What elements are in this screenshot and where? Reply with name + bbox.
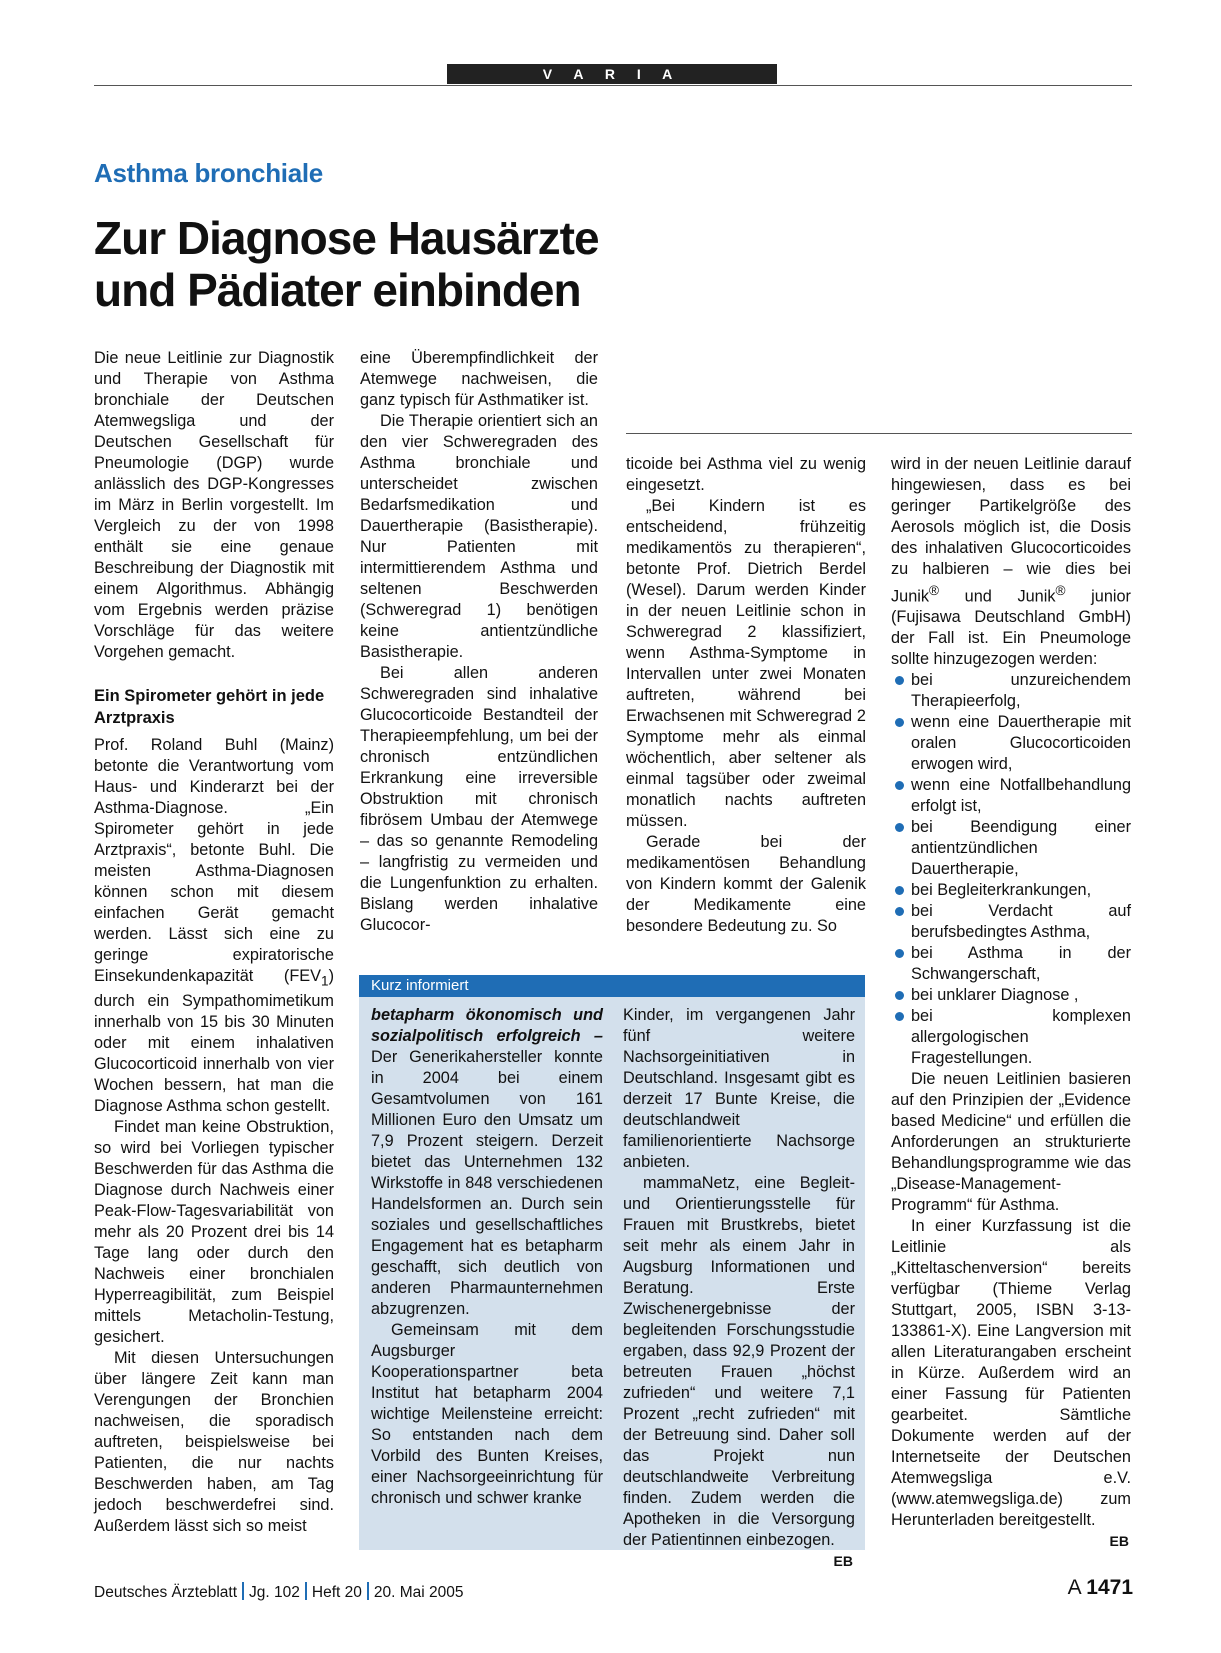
- bullet-icon: [895, 1012, 904, 1021]
- bullet-icon: [895, 676, 904, 685]
- body-text: junior (Fujisawa Deutschland GmbH) der Fall ist. Ein Pneumologe sollte hinzugezogen werden:: [891, 587, 1131, 669]
- list-item: bei Asthma in der Schwangerschaft,: [891, 943, 1131, 985]
- list-item: bei Verdacht auf berufsbedingtes Asthma,: [891, 901, 1131, 943]
- info-box-column-1: [371, 1005, 603, 1509]
- bullet-icon: [895, 907, 904, 916]
- body-text: wird in der neuen Leitlinie darauf hingewiesen, dass es bei geringer Partikelgröße des Aerosols möglich ist, die Dosis des inhalativen Glucocorticoides zu halbieren – wie dies bei Junik: [891, 455, 1131, 606]
- text-column-1: [94, 348, 334, 1537]
- footer-separator: [242, 1582, 244, 1600]
- list-item: bei komplexen allergologischen Fragestellungen.: [891, 1006, 1131, 1069]
- list-item: bei Beendigung einer antientzündlichen Dauertherapie,: [891, 817, 1131, 880]
- text-column-3: [626, 454, 866, 937]
- body-paragraph: Mit diesen Untersuchungen über längere Zeit kann man Verengungen der Bronchien nachweisen, die sporadisch auftreten, beispielsweise bei Patienten, die nur nachts Beschwerden haben, am Tag jedoch beschwerdefrei sind. Außerdem lässt sich so meist: [94, 1349, 334, 1536]
- body-text: und Junik: [939, 587, 1056, 606]
- page-footer: [94, 1582, 463, 1602]
- body-paragraph: Die Therapie orientiert sich an den vier Schweregraden des Asthma bronchiale und unterscheidet zwischen Bedarfsmedikation und Dauertherapie (Basistherapie). Nur Patienten mit intermittierendem Asthma und seltenen Beschwerden (Schweregrad 1) benötigen keine antientzündliche Basistherapie.: [360, 412, 598, 661]
- journal-name: Deutsches Ärzteblatt: [94, 1584, 238, 1601]
- info-box-paragraph: [623, 1173, 855, 1569]
- footer-separator: [367, 1582, 369, 1600]
- text-column-2: [360, 348, 598, 936]
- list-item: wenn eine Dauertherapie mit oralen Glucocorticoiden erwogen wird,: [891, 712, 1131, 775]
- body-text: ) durch ein Sympathomimetikum innerhalb von 15 bis 30 Minuten oder mit einem inhalativen Glucocorticoid innerhalb von vier Wochen bessern, hat man die Diagnose Asthma schon gestellt.: [94, 967, 334, 1116]
- journal-issue: Heft 20: [311, 1584, 362, 1601]
- info-box-paragraph: Kinder, im vergangenen Jahr fünf weitere Nachsorgeinitiativen in Deutschland. Insgesamt gibt es derzeit 17 Bunte Kreise, die deutschlandweit familienorientierte Nachsorge anbieten.: [623, 1006, 855, 1171]
- bullet-list: [891, 670, 1131, 1069]
- body-paragraph: Findet man keine Obstruktion, so wird bei Vorliegen typischer Beschwerden für das Asthma die Diagnose durch Nachweis einer Peak-Flow-Tagesvariabilität von mehr als 20 Prozent drei bis 14 Tage lang oder durch den Nachweis einer bronchialen Hyperreagibilität, zum Beispiel mittels Metacholin-Testung, gesichert.: [94, 1118, 334, 1347]
- info-box-paragraph: [371, 1005, 603, 1320]
- body-text: mammaNetz, eine Begleit- und Orientierungsstelle für Frauen mit Brustkrebs, bietet seit mehr als einem Jahr in Augsburg Informationen und Beratung. Erste Zwischenergebnisse der begleitenden Forschungsstudie ergaben, dass 92,9 Prozent der betreuten Frauen „höchst zufrieden“ und weitere 7,1 Prozent „recht zufrieden“ mit der Betreuung sind. Daher soll das Projekt nun deutschlandweite Verbreitung finden. Zudem werden die Apotheken in die Versorgung der Patientinnen einbezogen.: [623, 1174, 855, 1549]
- intro-paragraph: Die neue Leitlinie zur Diagnostik und Therapie von Asthma bronchiale der Deutschen Atemwegsliga und der Deutschen Gesellschaft für Pneumologie (DGP) wurde anlässlich des DGP-Kongresses im März in Berlin vorgestellt. Im Vergleich zu der von 1998 enthält sie eine genaue Beschreibung der Diagnostik mit einem Algorithmus. Abhängig vom Ergebnis werden präzise Vorschläge für das weitere Vorgehen gemacht.: [94, 349, 334, 661]
- body-paragraph: ticoide bei Asthma viel zu wenig eingesetzt.: [626, 455, 866, 494]
- body-paragraph: [891, 454, 1131, 670]
- body-paragraph: „Bei Kindern ist es entscheidend, frühzeitig medikamentös zu therapieren“, betonte Prof. Dietrich Berdel (Wesel). Darum werden Kinder in der neuen Leitlinie schon in Schweregrad 2 klassifiziert, wenn Asthma-Symptome in Intervallen unter zwei Monaten auftreten, während bei Erwachsenen mit Schweregrad 2 Symptome mehr als einmal wöchentlich, aber seltener als einmal tagsüber oder zweimal monatlich nachts auftreten müssen.: [626, 497, 866, 830]
- section-header-rule: [94, 64, 1132, 86]
- subscript: 1: [321, 973, 329, 989]
- list-item: bei unklarer Diagnose ,: [891, 985, 1131, 1006]
- column-rule: [626, 433, 1132, 434]
- info-box-column-2: [623, 1005, 855, 1572]
- article-headline: [94, 212, 714, 316]
- bullet-icon: [895, 718, 904, 727]
- journal-date: 20. Mai 2005: [373, 1584, 464, 1601]
- bullet-icon: [895, 886, 904, 895]
- body-paragraph: eine Überempfindlichkeit der Atemwege nachweisen, die ganz typisch für Asthmatiker ist.: [360, 349, 598, 409]
- bullet-icon: [895, 823, 904, 832]
- list-item: bei unzureichendem Therapieerfolg,: [891, 670, 1131, 712]
- author-initials: EB: [833, 1553, 853, 1569]
- info-box-lead: betapharm ökonomisch und sozialpolitisch erfolgreich –: [371, 1006, 603, 1045]
- body-paragraph: Gerade bei der medikamentösen Behandlung von Kindern kommt der Galenik der Medikamente eine besondere Bedeutung zu. So: [626, 833, 866, 935]
- body-paragraph: [94, 735, 334, 1117]
- bullet-icon: [895, 949, 904, 958]
- info-box-paragraph: Gemeinsam mit dem Augsburger Kooperationspartner beta Institut hat betapharm 2004 wichtige Meilensteine erreicht: So entstanden nach dem Vorbild des Bunten Kreises, einer Nachsorgeeinrichtung für chronisch und schwer kranke: [371, 1321, 603, 1507]
- page-number: [1068, 1576, 1133, 1600]
- headline-line-1: Zur Diagnose Hausärzte: [94, 212, 599, 264]
- body-paragraph: Bei allen anderen Schweregraden sind inhalative Glucocorticoide Bestandteil der Therapieempfehlung, um bei der chronisch entzündlichen Erkrankung eine irreversible Obstruktion mit chronisch fibrösem Umbau der Atemwege – das so genannte Remodeling – langfristig zu vermeiden und die Lungenfunktion zu erhalten. Bislang werden inhalative Glucocor-: [360, 664, 598, 934]
- bullet-icon: [895, 781, 904, 790]
- body-text: Der Generikahersteller konnte in 2004 bei einem Gesamtvolumen von 161 Millionen Euro den Umsatz um 7,9 Prozent steigern. Derzeit bietet das Unternehmen 132 Wirkstoffe in 848 verschiedenen Handelsformen an. Durch sein soziales und gesellschaftliches Engagement hat es betapharm geschafft, sich deutlich von anderen Pharmaunternehmen abzugrenzen.: [371, 1048, 603, 1318]
- bullet-icon: [895, 991, 904, 1000]
- headline-line-2: und Pädiater einbinden: [94, 264, 581, 316]
- list-item: wenn eine Notfallbehandlung erfolgt ist,: [891, 775, 1131, 817]
- footer-separator: [305, 1582, 307, 1600]
- page-prefix: A: [1067, 1576, 1081, 1599]
- info-box: [359, 975, 865, 1569]
- section-label: V A R I A: [447, 64, 777, 84]
- info-box-title: Kurz informiert: [359, 975, 865, 997]
- body-text: Prof. Roland Buhl (Mainz) betonte die Verantwortung vom Haus- und Kinderarzt bei der Asthma-Diagnose. „Ein Spirometer gehört in jede Arztpraxis“, betonte Buhl. Die meisten Asthma-Diagnosen können schon mit diesem einfachen Gerät gemacht werden. Lässt sich eine zu geringe expiratorische Einsekundenkapazität (FEV: [94, 736, 334, 985]
- author-initials: EB: [1109, 1533, 1129, 1550]
- registered-mark: ®: [929, 583, 940, 598]
- article-kicker: Asthma bronchiale: [94, 158, 323, 188]
- journal-volume: Jg. 102: [249, 1584, 300, 1601]
- body-text: In einer Kurzfassung ist die Leitlinie als „Kitteltaschenversion“ bereits verfügbar (Thieme Verlag Stuttgart, 2005, ISBN 3-13-133861-X). Eine Langversion mit allen Literaturangaben erscheint in Kürze. Außerdem wird an einer Fassung für Patienten gearbeitet. Sämtliche Dokumente werden auf der Internetseite der Deutschen Atemwegsliga e.V. (www.atemwegsliga.de) zum Herunterladen bereitgestellt.: [891, 1217, 1131, 1530]
- page-number-value: 1471: [1086, 1576, 1133, 1599]
- body-paragraph: [891, 1216, 1131, 1550]
- registered-mark: ®: [1055, 583, 1066, 598]
- subheading: Ein Spirometer gehört in jede Arztpraxis: [94, 687, 325, 727]
- body-paragraph: Die neuen Leitlinien basieren auf den Prinzipien der „Evidence based Medicine“ und erfüllen die Anforderungen an strukturierte Behandlungsprogramme wie das „Disease-Management-Programm“ für Asthma.: [891, 1070, 1131, 1215]
- text-column-4: [891, 454, 1131, 1552]
- list-item: bei Begleiterkrankungen,: [891, 880, 1131, 901]
